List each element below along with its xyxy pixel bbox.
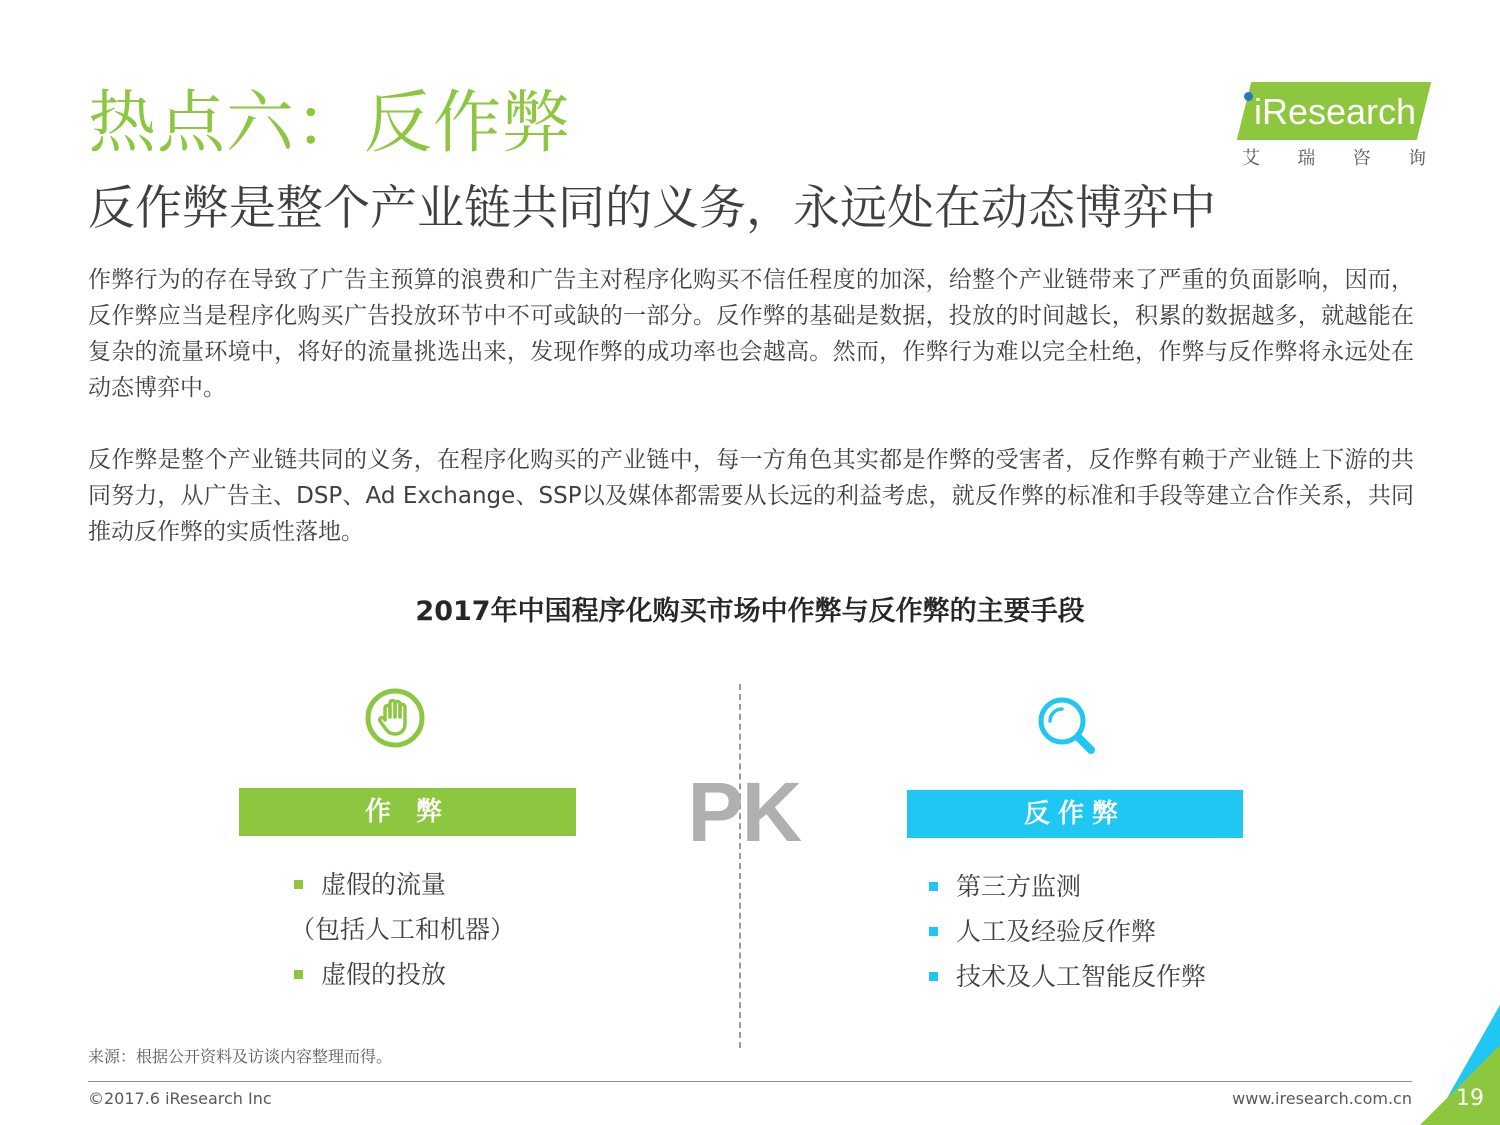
- iresearch-logo: [1236, 78, 1426, 170]
- list-item-text: 第三方监测: [956, 872, 1082, 901]
- logo-subtext-char: 瑞: [1297, 148, 1316, 169]
- square-bullet-icon: [929, 972, 938, 981]
- body-paragraph-1: 作弊行为的存在导致了广告主预算的浪费和广告主对程序化购买不信任程度的加深，给整个产业链带来了严重的负面影响，因而，反作弊应当是程序化购买广告投放环节中不可或缺的一部分。反作弊的基础是数据，投放的时间越长，积累的数据越多，就越能在复杂的流量环境中，将好的流量挑选出来，发现作弊的成功率也会越高。然而，作弊行为难以完全杜绝，作弊与反作弊将永远处在动态博弈中。: [88, 267, 1414, 401]
- pk-label: PK: [687, 765, 801, 859]
- square-bullet-icon: [294, 970, 303, 979]
- list-item: [925, 909, 1206, 954]
- square-bullet-icon: [929, 927, 938, 936]
- list-item-text: 技术及人工智能反作弊: [956, 962, 1207, 991]
- logo-dot: [1244, 92, 1253, 101]
- slide-subtitle: 反作弊是整个产业链共同的义务，永远处在动态博弈中: [88, 181, 1216, 236]
- list-item: [290, 862, 515, 907]
- cheating-label-bar: 作 弊: [239, 788, 576, 836]
- center-divider: [739, 684, 741, 1048]
- magnifier-icon: [1034, 694, 1098, 758]
- page-number: 19: [1456, 1086, 1484, 1111]
- list-item: [925, 954, 1206, 999]
- anti-cheating-methods-list: [925, 864, 1206, 999]
- logo-subtext-char: 艾: [1242, 148, 1260, 169]
- list-item-text: 虚假的流量: [321, 870, 447, 899]
- list-item: [925, 864, 1206, 909]
- source-note: 来源：根据公开资料及访谈内容整理而得。: [88, 1047, 393, 1066]
- cheating-methods-list: [290, 862, 515, 997]
- list-item-text: 虚假的投放: [321, 960, 447, 989]
- comparison-title: 2017年中国程序化购买市场中作弊与反作弊的主要手段: [415, 596, 1085, 627]
- logo-subtext-char: 咨: [1352, 148, 1371, 169]
- anti-cheating-label-bar: 反作弊: [907, 790, 1243, 838]
- stop-hand-icon: [363, 686, 427, 750]
- logo-subtext-char: 询: [1407, 148, 1426, 169]
- footer-divider: [88, 1081, 1412, 1082]
- website-link[interactable]: www.iresearch.com.cn: [1232, 1089, 1412, 1108]
- list-item-text: 人工及经验反作弊: [956, 917, 1157, 946]
- logo-text: iResearch: [1253, 91, 1417, 132]
- body-paragraph-2: 反作弊是整个产业链共同的义务，在程序化购买的产业链中，每一方角色其实都是作弊的受害者，反作弊有赖于产业链上下游的共同努力，从广告主、DSP、Ad Exchange、SSP以及媒体都需要从长远的利益考虑，就反作弊的标准和手段等建立合作关系，共同推动反作弊的实质性落地。: [88, 447, 1414, 545]
- logo-subtext: [1242, 148, 1426, 170]
- list-item: [290, 907, 515, 952]
- slide-title: 热点六：反作弊: [88, 84, 572, 163]
- square-bullet-icon: [294, 880, 303, 889]
- square-bullet-icon: [929, 882, 938, 891]
- list-item: [290, 952, 515, 997]
- copyright-text: ©2017.6 iResearch Inc: [88, 1089, 272, 1108]
- list-item-text: （包括人工和机器）: [290, 915, 516, 944]
